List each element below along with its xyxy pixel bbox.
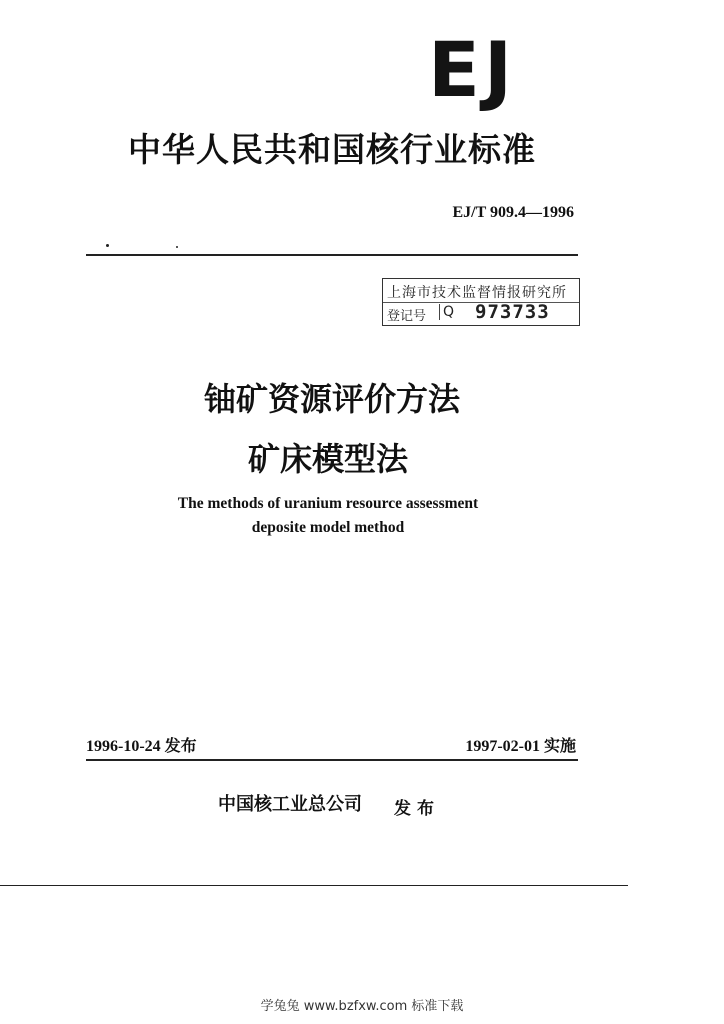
- publisher-name: 中国核工业总公司: [218, 794, 362, 815]
- title-cn-line2: 矿床模型法: [247, 440, 408, 478]
- registration-stamp: [382, 278, 580, 326]
- standard-number: EJ/T 909.4—1996: [452, 204, 574, 221]
- stamp-number: 973733: [475, 301, 550, 323]
- scan-speck: [176, 246, 178, 248]
- dates-rule: [86, 759, 578, 761]
- download-watermark: 学兔兔 www.bzfxw.com 标准下载: [260, 999, 464, 1014]
- stamp-prefix: Q: [439, 304, 454, 320]
- stamp-label: 登记号: [387, 309, 427, 324]
- stamp-institute: 上海市技术监督情报研究所: [387, 285, 567, 301]
- ej-logo: EJ: [428, 25, 517, 114]
- footer-rule: [0, 885, 628, 886]
- header-rule: [86, 254, 578, 256]
- title-en-line2: deposite model method: [251, 519, 405, 536]
- scan-speck: [106, 244, 109, 247]
- publisher-action: 发布: [394, 799, 440, 819]
- title-cn-line1: 铀矿资源评价方法: [203, 380, 460, 418]
- title-en-line1: The methods of uranium resource assessment: [177, 495, 479, 512]
- issue-date: 1996-10-24 发布: [86, 738, 197, 755]
- org-title: 中华人民共和国核行业标准: [128, 130, 536, 169]
- implement-date: 1997-02-01 实施: [465, 738, 576, 755]
